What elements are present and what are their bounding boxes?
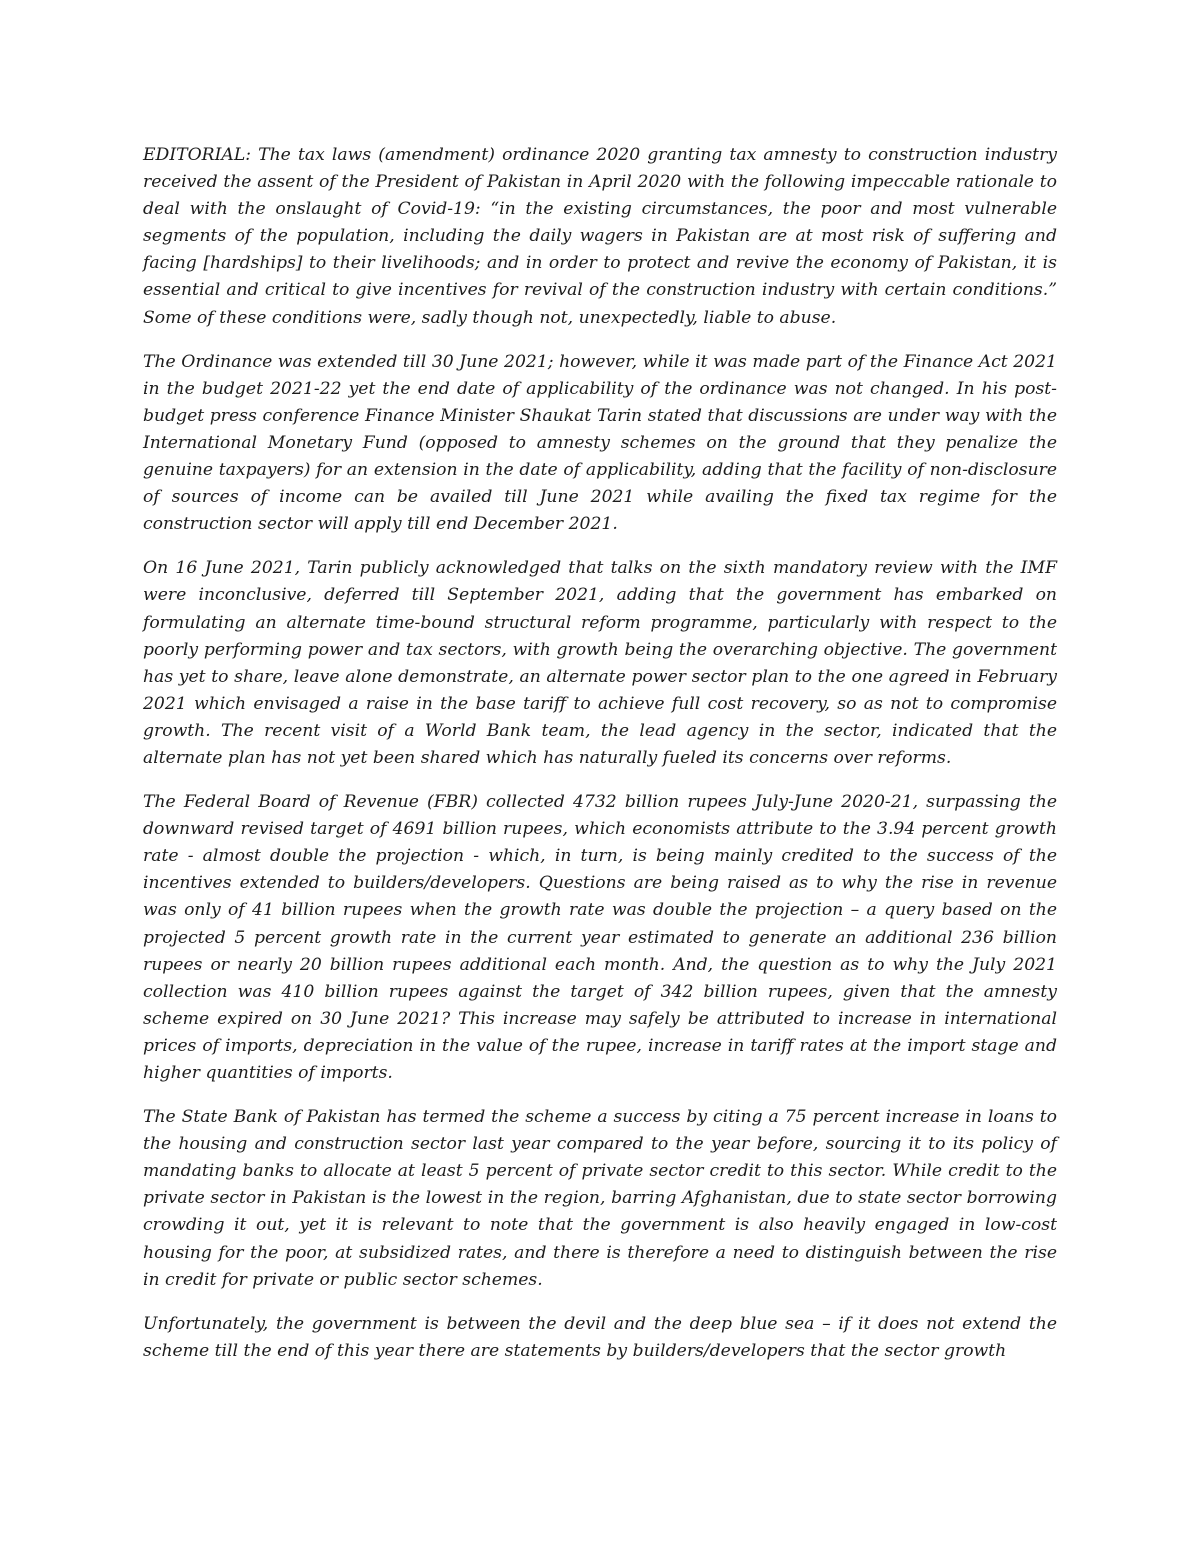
paragraph-2: The Ordinance was extended till 30 June 2021; however, while it was made part of the Finance Act 2021 in the budget 2021-22 yet the end date of applicability of the ordinance was not changed. In his post-budget press conference Finance Minister Shaukat Tarin stated that discussions are under way with the International Monetary Fund (opposed to amnesty schemes on the ground that they penalize the genuine taxpayers) for an extension in the date of applicability, adding that the facility of non-disclosure of sources of income can be availed till June 2021 while availing the fixed tax regime for the construction sector will apply till end December 2021. — [143, 351, 1057, 535]
paragraph-4: The Federal Board of Revenue (FBR) collected 4732 billion rupees July-June 2020-21, surpassing the downward revised target of 4691 billion rupees, which economists attribute to the 3.94 percent growth rate - almost double the projection - which, in turn, is being mainly credited to the success of the incentives extended to builders/developers. Questions are being raised as to why the rise in revenue was only of 41 billion rupees when the growth rate was double the projection – a query based on the projected 5 percent growth rate in the current year estimated to generate an additional 236 billion rupees or nearly 20 billion rupees additional each month. And, the question as to why the July 2021 collection was 410 billion rupees against the target of 342 billion rupees, given that the amnesty scheme expired on 30 June 2021? This increase may safely be attributed to increase in international prices of imports, depreciation in the value of the rupee, increase in tariff rates at the import stage and higher quantities of imports. — [143, 792, 1057, 1083]
paragraph-1: EDITORIAL: The tax laws (amendment) ordinance 2020 granting tax amnesty to construction industry received the assent of the President of Pakistan in April 2020 with the following impeccable rationale to deal with the onslaught of Covid-19: “in the existing circumstances, the poor and most vulnerable segments of the population, including the daily wagers in Pakistan are at most risk of suffering and facing [hardships] to their livelihoods; and in order to protect and revive the economy of Pakistan, it is essential and critical to give incentives for revival of the construction industry with certain conditions.” Some of these conditions were, sadly though not, unexpectedly, liable to abuse. — [143, 145, 1057, 328]
paragraph-5: The State Bank of Pakistan has termed the scheme a success by citing a 75 percent increase in loans to the housing and construction sector last year compared to the year before, sourcing it to its policy of mandating banks to allocate at least 5 percent of private sector credit to this sector. While credit to the private sector in Pakistan is the lowest in the region, barring Afghanistan, due to state sector borrowing crowding it out, yet it is relevant to note that the government is also heavily engaged in low-cost housing for the poor, at subsidized rates, and there is therefore a need to distinguish between the rise in credit for private or public sector schemes. — [143, 1107, 1057, 1290]
paragraph-6: Unfortunately, the government is between the devil and the deep blue sea – if it does not extend the scheme till the end of this year there are statements by builders/developers that the sector growth — [143, 1313, 1057, 1361]
paragraph-3: On 16 June 2021, Tarin publicly acknowledged that talks on the sixth mandatory review with the IMF were inconclusive, deferred till September 2021, adding that the government has embarked on formulating an alternate time-bound structural reform programme, particularly with respect to the poorly performing power and tax sectors, with growth being the overarching objective. The government has yet to share, leave alone demonstrate, an alternate power sector plan to the one agreed in February 2021 which envisaged a raise in the base tariff to achieve full cost recovery, so as not to compromise growth. The recent visit of a World Bank team, the lead agency in the sector, indicated that the alternate plan has not yet been shared which has naturally fueled its concerns over reforms. — [143, 558, 1057, 768]
editorial-body — [143, 142, 1057, 1382]
